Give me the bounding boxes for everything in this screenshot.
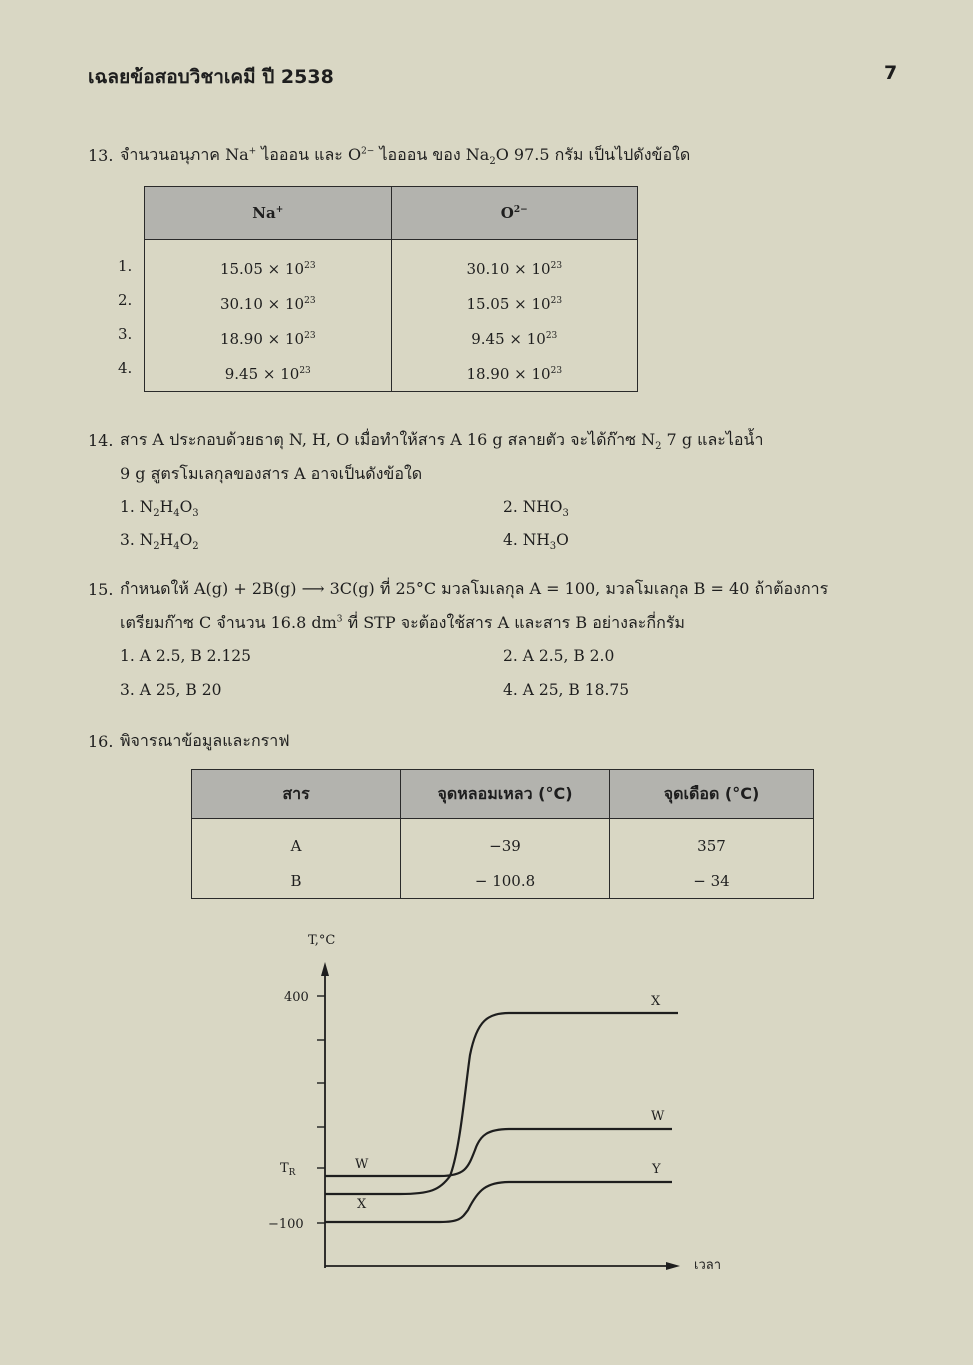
sub: 3 bbox=[549, 541, 557, 553]
sub: 4 bbox=[173, 508, 180, 520]
column-header-melting: จุดหลอมเหลว (°C) bbox=[401, 770, 610, 819]
series-y-line bbox=[325, 1182, 672, 1222]
text: ไอออน และ O bbox=[256, 145, 362, 164]
series-x-end-label: X bbox=[651, 994, 661, 1009]
text: T bbox=[280, 1161, 289, 1176]
series-x-start-label: X bbox=[357, 1197, 367, 1212]
sup: 23 bbox=[550, 365, 563, 376]
sub: 2 bbox=[489, 156, 496, 168]
question-number: 16. bbox=[88, 732, 114, 751]
text: O bbox=[179, 498, 193, 516]
temperature-time-graph bbox=[0, 920, 973, 1290]
answer-option-4[interactable]: 4. A 25, B 18.75 bbox=[503, 681, 630, 699]
y-axis-ticks bbox=[317, 996, 325, 1223]
sup: + bbox=[275, 205, 284, 215]
text: 30.10 × 10 bbox=[466, 259, 551, 278]
option-number: 1. bbox=[118, 257, 133, 275]
text: ที่ STP จะต้องใช้สาร A และสาร B อย่างละกี่กรัม bbox=[342, 613, 685, 632]
table-cell: −39 bbox=[401, 819, 610, 864]
sup: 23 bbox=[304, 260, 316, 271]
text: 3. N bbox=[120, 531, 154, 549]
text: สาร A ประกอบด้วยธาตุ N, H, O เมื่อทำให้สาร A 16 g สลายตัว จะได้ก๊าซ N bbox=[120, 430, 656, 449]
question-text bbox=[120, 143, 690, 168]
table-cell bbox=[391, 286, 638, 321]
answer-option-3[interactable] bbox=[120, 531, 199, 552]
series-w-end-label: W bbox=[651, 1109, 665, 1124]
series-w-line bbox=[325, 1129, 672, 1176]
column-header-na bbox=[145, 187, 392, 240]
y-axis-arrow-icon bbox=[321, 962, 329, 976]
table-row bbox=[145, 356, 638, 392]
series-y-end-label: Y bbox=[652, 1162, 661, 1177]
text: 15.05 × 10 bbox=[219, 259, 305, 278]
sup: 2− bbox=[513, 205, 528, 215]
column-header-substance: สาร bbox=[192, 770, 401, 819]
table-row bbox=[192, 819, 814, 864]
table-cell: A bbox=[192, 819, 401, 864]
table-cell bbox=[391, 321, 638, 356]
sub: 2 bbox=[153, 541, 160, 553]
table-cell bbox=[145, 321, 392, 356]
sup: 23 bbox=[299, 365, 311, 376]
table-header-row bbox=[192, 770, 814, 819]
table-cell bbox=[145, 240, 392, 287]
text: H bbox=[159, 498, 174, 516]
sup: 2− bbox=[361, 146, 375, 157]
question-text-line2 bbox=[120, 611, 685, 636]
question-number: 14. bbox=[88, 431, 114, 450]
x-axis-arrow-icon bbox=[666, 1262, 680, 1270]
table-cell: 357 bbox=[610, 819, 814, 864]
answer-option-1[interactable] bbox=[120, 498, 199, 519]
series-w-start-label: W bbox=[355, 1157, 369, 1172]
x-axis-label: เวลา bbox=[694, 1258, 722, 1273]
question-number: 15. bbox=[88, 580, 114, 599]
answer-option-2[interactable] bbox=[503, 498, 569, 519]
y-tick-label-400: 400 bbox=[284, 990, 309, 1005]
sub: R bbox=[288, 1168, 296, 1178]
sup: 23 bbox=[304, 330, 316, 341]
sub: 2 bbox=[192, 541, 199, 553]
option-number: 2. bbox=[118, 291, 133, 309]
answer-table-13 bbox=[144, 186, 638, 392]
text: O 97.5 กรัม เป็นไปดังข้อใด bbox=[495, 145, 691, 164]
series-x-line bbox=[325, 1013, 678, 1194]
text: 18.90 × 10 bbox=[219, 329, 305, 348]
question-text: กำหนดให้ A(g) + 2B(g) ⟶ 3C(g) ที่ 25°C มวลโมเลกุล A = 100, มวลโมเลกุล B = 40 ถ้าต้องการ bbox=[120, 579, 829, 598]
text: H bbox=[159, 531, 174, 549]
table-row bbox=[145, 240, 638, 287]
sub: 3 bbox=[192, 508, 199, 520]
sup: 23 bbox=[304, 295, 316, 306]
text: 1. N bbox=[120, 498, 154, 516]
data-table-16 bbox=[191, 769, 814, 899]
answer-option-4[interactable] bbox=[503, 531, 569, 552]
option-number: 3. bbox=[118, 325, 133, 343]
answer-option-3[interactable]: 3. A 25, B 20 bbox=[120, 681, 222, 699]
sub: 4 bbox=[173, 541, 180, 553]
text: O bbox=[500, 204, 514, 222]
sup: 3 bbox=[336, 614, 343, 625]
sup: + bbox=[248, 146, 257, 157]
table-header-row bbox=[145, 187, 638, 240]
y-tick-label-tr bbox=[280, 1161, 296, 1178]
question-text: พิจารณาข้อมูลและกราฟ bbox=[120, 731, 290, 750]
question-text-line2: 9 g สูตรโมเลกุลของสาร A อาจเป็นดังข้อใด bbox=[120, 464, 423, 483]
sup: 23 bbox=[545, 330, 558, 341]
sub: 3 bbox=[562, 508, 569, 520]
table-cell: − 34 bbox=[610, 863, 814, 899]
text: 30.10 × 10 bbox=[219, 294, 305, 313]
text: 15.05 × 10 bbox=[466, 294, 551, 313]
text: Na bbox=[252, 204, 276, 222]
column-header-o bbox=[391, 187, 638, 240]
table-cell: B bbox=[192, 863, 401, 899]
sub: 2 bbox=[153, 508, 160, 520]
page-number: 7 bbox=[884, 62, 898, 84]
text: 9.45 × 10 bbox=[471, 329, 546, 348]
page-header-title: เฉลยข้อสอบวิชาเคมี ปี 2538 bbox=[88, 66, 334, 88]
option-number: 4. bbox=[118, 359, 133, 377]
column-header-boiling: จุดเดือด (°C) bbox=[610, 770, 814, 819]
answer-option-1[interactable]: 1. A 2.5, B 2.125 bbox=[120, 647, 252, 665]
sub: 2 bbox=[655, 441, 662, 453]
text: 18.90 × 10 bbox=[466, 364, 551, 383]
table-cell bbox=[391, 356, 638, 392]
text: O bbox=[179, 531, 193, 549]
table-cell bbox=[145, 286, 392, 321]
table-cell bbox=[391, 240, 638, 287]
answer-option-2[interactable]: 2. A 2.5, B 2.0 bbox=[503, 647, 615, 665]
sup: 23 bbox=[550, 260, 563, 271]
question-number: 13. bbox=[88, 146, 114, 165]
table-row bbox=[145, 321, 638, 356]
table-row bbox=[192, 863, 814, 899]
text: 7 g และไอน้ำ bbox=[661, 430, 764, 449]
y-tick-label-minus100: −100 bbox=[268, 1217, 304, 1232]
text: 2. NHO bbox=[503, 498, 563, 516]
table-row bbox=[145, 286, 638, 321]
text: จำนวนอนุภาค Na bbox=[120, 145, 249, 164]
text: O bbox=[556, 531, 569, 549]
y-axis-label: T,°C bbox=[308, 933, 336, 948]
table-cell bbox=[145, 356, 392, 392]
text: ไอออน ของ Na bbox=[374, 145, 490, 164]
question-text bbox=[120, 428, 763, 453]
text: เตรียมก๊าซ C จำนวน 16.8 dm bbox=[120, 613, 337, 632]
text: 9.45 × 10 bbox=[224, 364, 300, 383]
table-cell: − 100.8 bbox=[401, 863, 610, 899]
text: 4. NH bbox=[503, 531, 550, 549]
sup: 23 bbox=[550, 295, 563, 306]
